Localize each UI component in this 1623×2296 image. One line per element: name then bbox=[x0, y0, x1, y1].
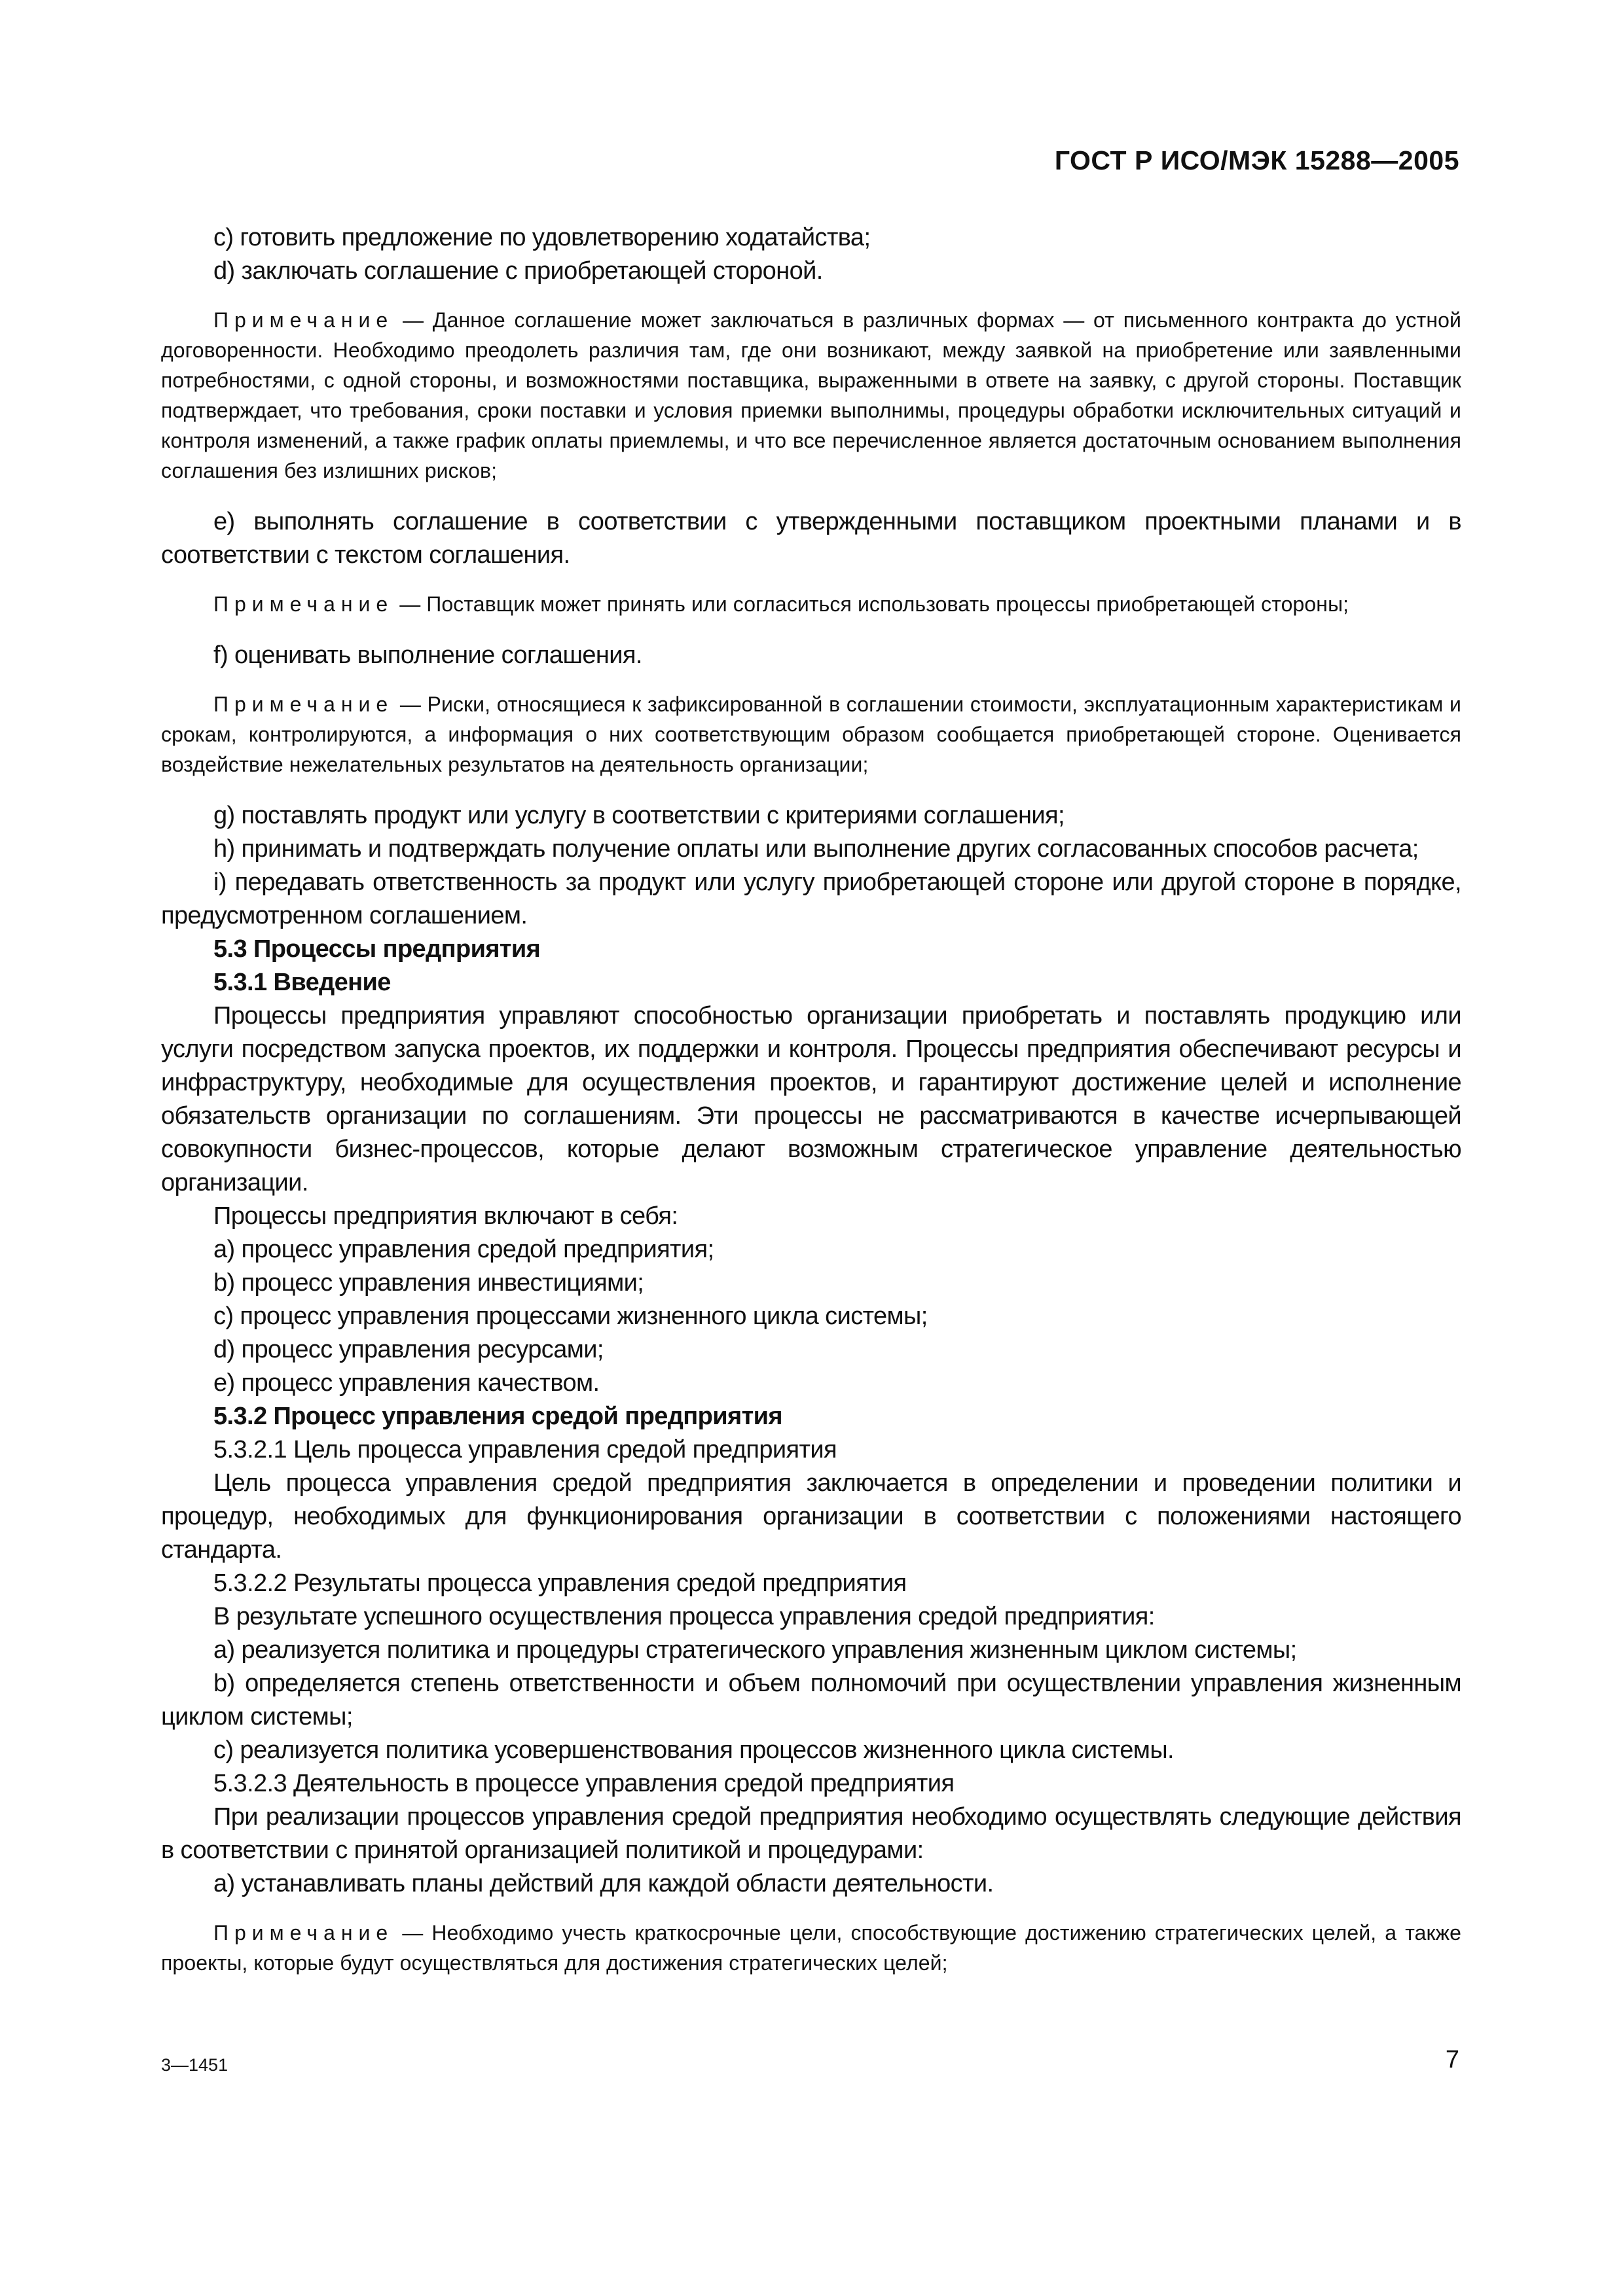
page-content bbox=[161, 221, 1461, 1998]
list-item: a) реализуется политика и процедуры стратегического управления жизненным циклом системы; bbox=[213, 1636, 1297, 1664]
note-text: — Риски, относящиеся к зафиксированной в соглашении стоимости, эксплуатационным характеристикам и срокам, контролируются, а информация о них соответствующим образом сообщается приобретающей стороне. Оценивается воздействие нежелательных результатов на деятельность организации; bbox=[161, 692, 1461, 776]
sheet-code: 3—1451 bbox=[161, 2055, 228, 2075]
note bbox=[161, 305, 1461, 486]
list-item: e) процесс управления качеством. bbox=[213, 1369, 600, 1397]
paragraph: Цель процесса управления средой предприятия заключается в определении и проведении политики и процедур, необходимых для функционирования организации в соответствии с положениями настоящего стандарта. bbox=[161, 1469, 1461, 1564]
list-item: e) выполнять соглашение в соответствии с утвержденными поставщиком проектными планами и в соответствии с текстом соглашения. bbox=[161, 508, 1461, 569]
clause-heading: 5.3.2.3 Деятельность в процессе управления средой предприятия bbox=[213, 1770, 955, 1797]
list-item: g) поставлять продукт или услугу в соответствии с критериями соглашения; bbox=[213, 802, 1065, 829]
paragraph: При реализации процессов управления средой предприятия необходимо осуществлять следующие действия в соответствии с принятой организацией политикой и процедурами: bbox=[161, 1803, 1461, 1864]
paragraph: В результате успешного осуществления процесса управления средой предприятия: bbox=[213, 1603, 1155, 1630]
list-item: b) определяется степень ответственности и объем полномочий при осуществлении управления жизненным циклом системы; bbox=[161, 1670, 1461, 1731]
note-label: Примечание bbox=[213, 308, 394, 332]
note-label: Примечание bbox=[213, 1921, 394, 1945]
page-number: 7 bbox=[1445, 2046, 1459, 2073]
paragraph: Процессы предприятия управляют способностью организации приобретать и поставлять продукцию или услуги посредством запуска проектов, их поддержки и контроля. Процессы предприятия обеспечивают ресурсы и инфраструктуру, необходимые для осуществления проектов, и гарантируют достижение целей и исполнение обязательств организации по соглашениям. Эти процессы не рассматриваются в качестве исчерпывающей совокупности бизнес-процессов, которые делают возможным стратегическое управление деятельностью организации. bbox=[161, 1002, 1461, 1196]
clause-heading: 5.3.2.1 Цель процесса управления средой предприятия bbox=[213, 1436, 837, 1463]
note-text: — Поставщик может принять или согласиться использовать процессы приобретающей стороны; bbox=[393, 592, 1349, 616]
note bbox=[161, 1918, 1461, 1978]
note-text: — Необходимо учесть краткосрочные цели, способствующие достижению стратегических целей, а также проекты, которые будут осуществляться для достижения стратегических целей; bbox=[161, 1921, 1461, 1975]
subsection-heading: 5.3.1 Введение bbox=[213, 969, 391, 996]
list-item: d) процесс управления ресурсами; bbox=[213, 1336, 604, 1363]
note-label: Примечание bbox=[213, 692, 394, 716]
section-heading: 5.3 Процессы предприятия bbox=[213, 935, 541, 963]
note-text: — Данное соглашение может заключаться в различных формах — от письменного контракта до устной договоренности. Необходимо преодолеть различия там, где они возникают, между заявкой на приобретение или заявленными потребностями, с одной стороны, и возможностями поставщика, выраженными в ответе на заявку, с другой стороны. Поставщик подтверждает, что требования, сроки поставки и условия приемки выполнимы, процедуры обработки исключительных ситуаций и контроля изменений, а также график оплаты приемлемы, и что все перечисленное является достаточным основанием выполнения соглашения без излишних рисков; bbox=[161, 308, 1461, 482]
note-label: Примечание bbox=[213, 592, 394, 616]
list-item: i) передавать ответственность за продукт или услугу приобретающей стороне или другой стороне в порядке, предусмотренном соглашением. bbox=[161, 869, 1461, 929]
standard-header: ГОСТ Р ИСО/МЭК 15288—2005 bbox=[1054, 145, 1459, 175]
list-item: b) процесс управления инвестициями; bbox=[213, 1269, 644, 1297]
paragraph: Процессы предприятия включают в себя: bbox=[213, 1202, 678, 1230]
list-item: d) заключать соглашение с приобретающей стороной. bbox=[213, 257, 823, 285]
list-item: c) процесс управления процессами жизненного цикла системы; bbox=[213, 1302, 928, 1330]
list-item: c) готовить предложение по удовлетворению ходатайства; bbox=[213, 224, 871, 251]
clause-heading: 5.3.2.2 Результаты процесса управления средой предприятия bbox=[213, 1570, 907, 1597]
list-item: a) процесс управления средой предприятия; bbox=[213, 1236, 714, 1263]
note bbox=[161, 589, 1461, 619]
list-item: a) устанавливать планы действий для каждой области деятельности. bbox=[213, 1870, 994, 1897]
list-item: c) реализуется политика усовершенствования процессов жизненного цикла системы. bbox=[213, 1736, 1175, 1764]
note bbox=[161, 689, 1461, 780]
subsection-heading: 5.3.2 Процесс управления средой предприятия bbox=[213, 1403, 782, 1430]
list-item: h) принимать и подтверждать получение оплаты или выполнение других согласованных способов расчета; bbox=[213, 835, 1419, 863]
list-item: f) оценивать выполнение соглашения. bbox=[213, 641, 642, 669]
